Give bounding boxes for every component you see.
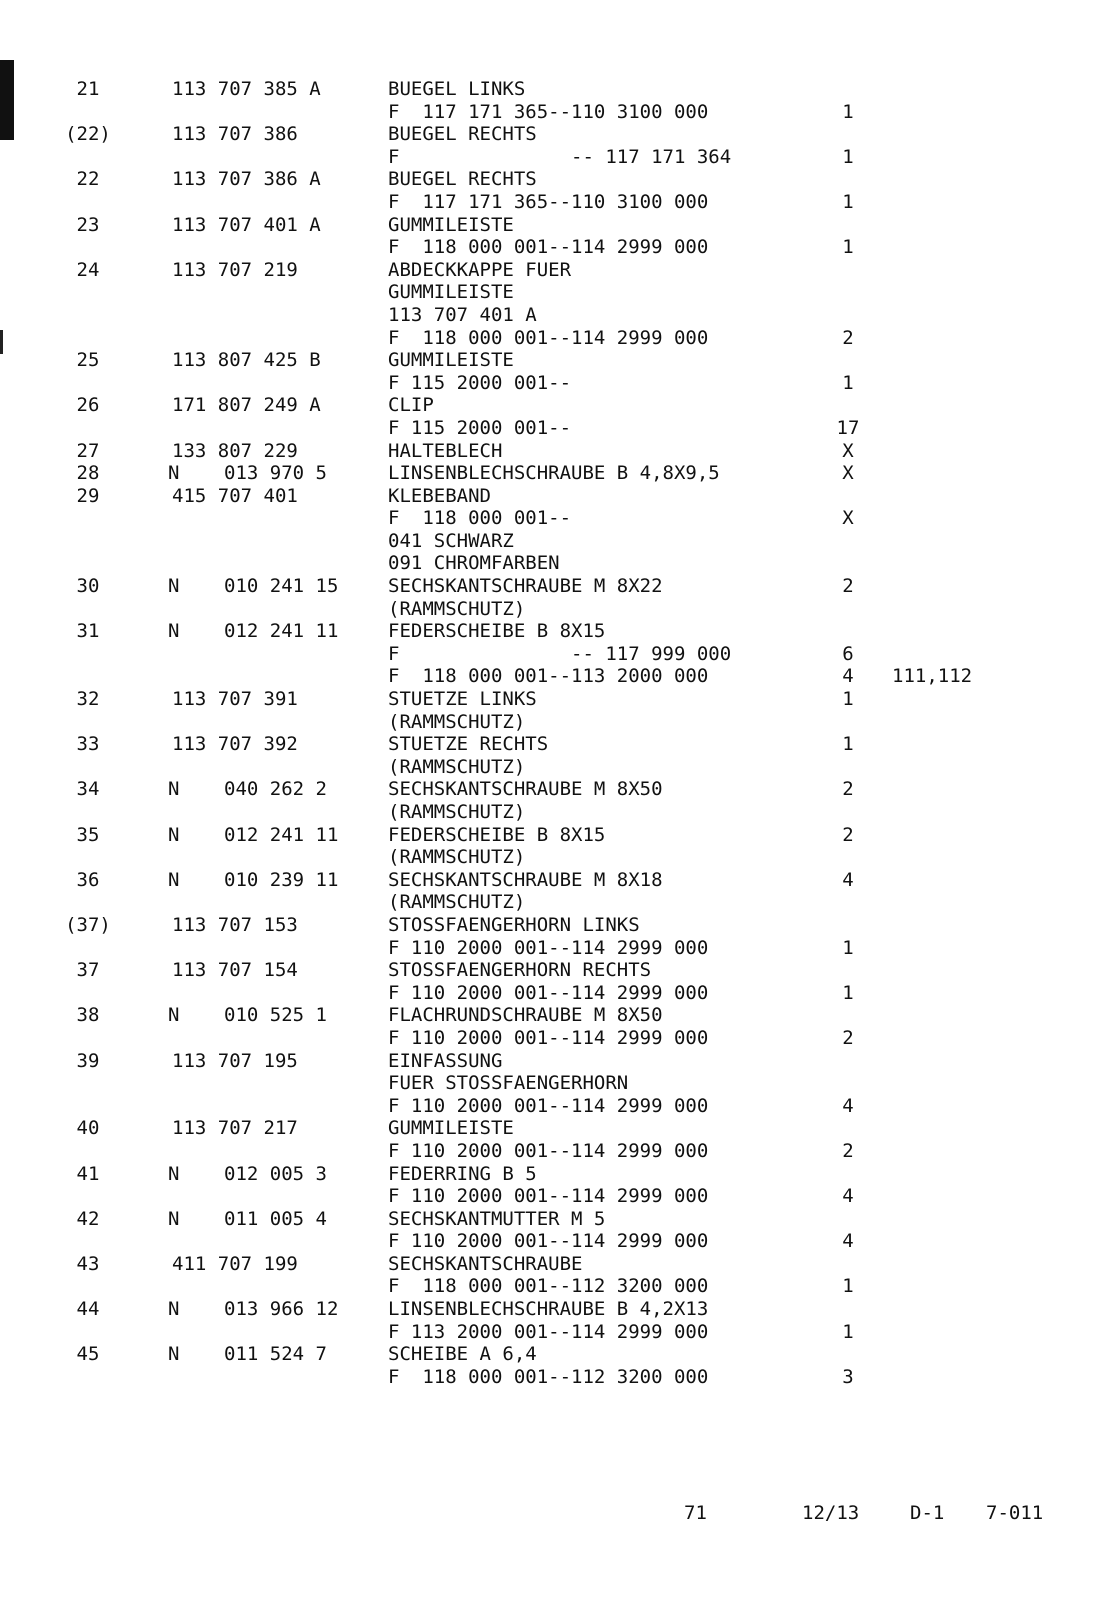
part-detail: F -- 117 999 000 xyxy=(388,642,732,665)
part-entry-detail-line xyxy=(0,937,1108,960)
part-detail: (RAMMSCHUTZ) xyxy=(388,801,526,823)
position-number: 21 xyxy=(76,78,100,100)
part-detail: F 110 2000 001--114 2999 000 xyxy=(388,1094,709,1117)
part-number: 010 239 11 xyxy=(224,868,339,891)
part-entry-detail-line xyxy=(0,327,1108,350)
quantity: 4 xyxy=(842,1230,854,1253)
part-entry-detail-line xyxy=(0,1095,1108,1118)
part-description: BUEGEL RECHTS xyxy=(388,168,537,191)
part-detail: F 110 2000 001--114 2999 000 xyxy=(388,1230,709,1253)
quantity: 1 xyxy=(842,1275,854,1298)
part-entry-detail-line xyxy=(0,665,1108,688)
part-entry xyxy=(0,259,1108,349)
position-number: 45 xyxy=(76,1343,100,1366)
part-entry-detail-line xyxy=(0,191,1108,214)
part-entry-main-line xyxy=(0,394,1108,417)
part-detail: GUMMILEISTE xyxy=(388,281,514,304)
part-entry-detail-line xyxy=(0,1366,1108,1389)
quantity: X xyxy=(842,439,854,462)
position-number: 32 xyxy=(76,688,100,711)
part-entry xyxy=(0,485,1108,575)
quantity: 3 xyxy=(842,1365,854,1388)
part-entry-detail-line xyxy=(0,756,1108,779)
part-entry xyxy=(0,394,1108,439)
part-entry-detail-line xyxy=(0,507,1108,530)
footer-page-number: 71 xyxy=(684,1502,707,1524)
norm-part-flag: N xyxy=(168,778,180,801)
part-entry-detail-line xyxy=(0,643,1108,666)
part-entry xyxy=(0,778,1108,823)
part-entry xyxy=(0,620,1108,688)
part-entry-detail-line xyxy=(0,1275,1108,1298)
part-detail: F 110 2000 001--114 2999 000 xyxy=(388,981,709,1004)
part-detail: (RAMMSCHUTZ) xyxy=(388,755,526,778)
part-entry-detail-line xyxy=(0,598,1108,621)
norm-part-flag: N xyxy=(168,868,180,891)
part-entry xyxy=(0,1298,1108,1343)
position-number: 26 xyxy=(76,394,100,417)
part-entry xyxy=(0,168,1108,213)
position-number: (37) xyxy=(65,913,111,936)
part-entry-detail-line xyxy=(0,891,1108,914)
quantity: 4 xyxy=(842,868,854,891)
part-entry-main-line xyxy=(0,1253,1108,1276)
quantity: X xyxy=(842,507,854,530)
part-detail: 113 707 401 A xyxy=(388,303,537,326)
part-detail: (RAMMSCHUTZ) xyxy=(388,710,526,733)
part-description: SECHSKANTMUTTER M 5 xyxy=(388,1207,606,1230)
part-detail: F 118 000 001--112 3200 000 xyxy=(388,1275,709,1298)
position-number: 36 xyxy=(76,868,100,891)
quantity: 2 xyxy=(842,575,854,598)
part-number: 113 707 219 xyxy=(172,258,298,281)
part-detail: F 117 171 365--110 3100 000 xyxy=(388,190,709,213)
part-entry-detail-line xyxy=(0,711,1108,734)
part-number: 113 707 217 xyxy=(172,1117,298,1140)
position-number: 30 xyxy=(76,575,100,598)
part-description: FEDERSCHEIBE B 8X15 xyxy=(388,620,606,643)
part-entry-main-line xyxy=(0,1298,1108,1321)
quantity: 1 xyxy=(842,936,854,959)
position-number: 35 xyxy=(76,823,100,846)
part-entry-main-line xyxy=(0,168,1108,191)
footer-date: 12/13 xyxy=(802,1502,860,1524)
part-description: SECHSKANTSCHRAUBE M 8X22 xyxy=(388,575,663,598)
quantity: X xyxy=(842,462,854,485)
part-entry-main-line xyxy=(0,959,1108,982)
part-entry-main-line xyxy=(0,824,1108,847)
part-detail: F 110 2000 001--114 2999 000 xyxy=(388,1026,709,1049)
part-detail: F 118 000 001--113 2000 000 xyxy=(388,665,709,688)
norm-part-flag: N xyxy=(168,575,180,598)
part-entry-detail-line xyxy=(0,304,1108,327)
part-description: KLEBEBAND xyxy=(388,484,491,507)
part-detail: (RAMMSCHUTZ) xyxy=(388,597,526,620)
quantity: 1 xyxy=(842,688,854,711)
position-number: 24 xyxy=(76,258,100,281)
part-number: 013 966 12 xyxy=(224,1298,339,1321)
part-detail: 041 SCHWARZ xyxy=(388,529,514,552)
part-detail: F 110 2000 001--114 2999 000 xyxy=(388,1185,709,1208)
part-detail: F 110 2000 001--114 2999 000 xyxy=(388,1139,709,1162)
part-entry xyxy=(0,1050,1108,1118)
part-entry-detail-line xyxy=(0,281,1108,304)
part-entry-detail-line xyxy=(0,101,1108,124)
part-entry xyxy=(0,123,1108,168)
part-number: 012 241 11 xyxy=(224,823,339,846)
part-number: 010 241 15 xyxy=(224,575,339,598)
quantity: 1 xyxy=(842,981,854,1004)
part-entry-main-line xyxy=(0,259,1108,282)
part-number: 013 970 5 xyxy=(224,462,327,485)
part-entry xyxy=(0,1117,1108,1162)
position-number: 29 xyxy=(76,484,100,507)
part-entry-main-line xyxy=(0,1117,1108,1140)
part-description: HALTEBLECH xyxy=(388,439,503,462)
quantity: 1 xyxy=(842,1320,854,1343)
part-detail: F 118 000 001--114 2999 000 xyxy=(388,326,709,349)
position-number: 39 xyxy=(76,1049,100,1072)
position-number: 41 xyxy=(76,1162,100,1185)
quantity: 2 xyxy=(842,1139,854,1162)
part-detail: F 115 2000 001-- xyxy=(388,416,572,439)
part-detail: F 117 171 365--110 3100 000 xyxy=(388,100,709,123)
part-description: LINSENBLECHSCHRAUBE B 4,2X13 xyxy=(388,1298,709,1321)
part-number: 113 707 392 xyxy=(172,733,298,756)
part-entry-detail-line xyxy=(0,530,1108,553)
quantity: 4 xyxy=(842,665,854,688)
norm-part-flag: N xyxy=(168,1162,180,1185)
position-number: 40 xyxy=(76,1117,100,1140)
part-description: SECHSKANTSCHRAUBE M 8X18 xyxy=(388,868,663,891)
parts-list xyxy=(0,78,1108,1388)
quantity: 1 xyxy=(842,145,854,168)
quantity: 1 xyxy=(842,733,854,756)
part-detail: F 118 000 001--112 3200 000 xyxy=(388,1365,709,1388)
part-entry xyxy=(0,1004,1108,1049)
part-entry-detail-line xyxy=(0,846,1108,869)
part-entry-main-line xyxy=(0,485,1108,508)
part-number: 012 005 3 xyxy=(224,1162,327,1185)
part-entry-detail-line xyxy=(0,1230,1108,1253)
position-number: (22) xyxy=(65,123,111,146)
position-number: 23 xyxy=(76,213,100,236)
part-entry xyxy=(0,1208,1108,1253)
part-description: FEDERSCHEIBE B 8X15 xyxy=(388,823,606,846)
part-entry-main-line xyxy=(0,123,1108,146)
part-entry xyxy=(0,959,1108,1004)
part-description: ABDECKKAPPE FUER xyxy=(388,258,572,281)
part-entry xyxy=(0,914,1108,959)
part-entry xyxy=(0,78,1108,123)
position-number: 25 xyxy=(76,349,100,372)
part-number: 113 707 386 A xyxy=(172,168,321,191)
position-number: 27 xyxy=(76,439,100,462)
part-entry-main-line xyxy=(0,349,1108,372)
part-description: SCHEIBE A 6,4 xyxy=(388,1343,537,1366)
norm-part-flag: N xyxy=(168,1298,180,1321)
part-detail: F 113 2000 001--114 2999 000 xyxy=(388,1320,709,1343)
position-number: 44 xyxy=(76,1298,100,1321)
part-description: STUETZE RECHTS xyxy=(388,733,549,756)
page-footer xyxy=(0,1500,1108,1526)
part-entry xyxy=(0,1343,1108,1388)
part-number: 113 707 153 xyxy=(172,913,298,936)
part-entry-detail-line xyxy=(0,1321,1108,1344)
part-entry-main-line xyxy=(0,462,1108,485)
part-detail: FUER STOSSFAENGERHORN xyxy=(388,1072,629,1095)
part-entry-main-line xyxy=(0,1004,1108,1027)
part-description: EINFASSUNG xyxy=(388,1049,503,1072)
part-description: BUEGEL RECHTS xyxy=(388,123,537,146)
quantity: 1 xyxy=(842,236,854,259)
quantity: 2 xyxy=(842,823,854,846)
part-detail: F 110 2000 001--114 2999 000 xyxy=(388,936,709,959)
part-number: 415 707 401 xyxy=(172,484,298,507)
part-entry-detail-line xyxy=(0,236,1108,259)
position-number: 33 xyxy=(76,733,100,756)
part-entry-detail-line xyxy=(0,1140,1108,1163)
norm-part-flag: N xyxy=(168,1207,180,1230)
quantity: 17 xyxy=(836,416,860,439)
position-number: 43 xyxy=(76,1252,100,1275)
part-description: STOSSFAENGERHORN LINKS xyxy=(388,913,640,936)
part-entry-main-line xyxy=(0,869,1108,892)
part-entry-main-line xyxy=(0,214,1108,237)
position-number: 38 xyxy=(76,1004,100,1027)
part-description: SECHSKANTSCHRAUBE M 8X50 xyxy=(388,778,663,801)
part-number: 133 807 229 xyxy=(172,439,298,462)
part-number: 411 707 199 xyxy=(172,1252,298,1275)
part-description: FLACHRUNDSCHRAUBE M 8X50 xyxy=(388,1004,663,1027)
part-number: 113 707 401 A xyxy=(172,213,321,236)
part-description: GUMMILEISTE xyxy=(388,213,514,236)
part-entry xyxy=(0,869,1108,914)
position-number: 22 xyxy=(76,168,100,191)
part-entry-main-line xyxy=(0,1163,1108,1186)
part-description: GUMMILEISTE xyxy=(388,1117,514,1140)
part-entry-main-line xyxy=(0,575,1108,598)
part-entry-detail-line xyxy=(0,552,1108,575)
part-number: 113 707 391 xyxy=(172,688,298,711)
part-entry-detail-line xyxy=(0,1027,1108,1050)
part-entry-detail-line xyxy=(0,1185,1108,1208)
quantity: 2 xyxy=(842,326,854,349)
part-detail: F -- 117 171 364 xyxy=(388,145,732,168)
part-entry xyxy=(0,1163,1108,1208)
part-description: BUEGEL LINKS xyxy=(388,78,526,100)
part-entry xyxy=(0,688,1108,733)
part-number: 113 807 425 B xyxy=(172,349,321,372)
part-entry-main-line xyxy=(0,914,1108,937)
part-entry-main-line xyxy=(0,78,1108,101)
norm-part-flag: N xyxy=(168,620,180,643)
footer-reference: 7-011 xyxy=(986,1502,1044,1524)
part-number: 113 707 386 xyxy=(172,123,298,146)
part-entry-main-line xyxy=(0,733,1108,756)
part-number: 011 524 7 xyxy=(224,1343,327,1366)
part-entry-main-line xyxy=(0,620,1108,643)
part-entry-detail-line xyxy=(0,146,1108,169)
part-detail: (RAMMSCHUTZ) xyxy=(388,891,526,914)
part-number: 171 807 249 A xyxy=(172,394,321,417)
remark: 111,112 xyxy=(892,665,973,688)
quantity: 4 xyxy=(842,1185,854,1208)
part-detail: 091 CHROMFARBEN xyxy=(388,552,560,575)
part-entry xyxy=(0,349,1108,394)
part-description: GUMMILEISTE xyxy=(388,349,514,372)
part-detail: F 118 000 001--114 2999 000 xyxy=(388,236,709,259)
position-number: 31 xyxy=(76,620,100,643)
footer-section-code: D-1 xyxy=(910,1502,945,1524)
part-entry-main-line xyxy=(0,1050,1108,1073)
norm-part-flag: N xyxy=(168,823,180,846)
part-number: 113 707 154 xyxy=(172,959,298,982)
part-entry-main-line xyxy=(0,778,1108,801)
part-description: LINSENBLECHSCHRAUBE B 4,8X9,5 xyxy=(388,462,720,485)
part-number: 010 525 1 xyxy=(224,1004,327,1027)
quantity: 6 xyxy=(842,642,854,665)
part-number: 040 262 2 xyxy=(224,778,327,801)
part-detail: (RAMMSCHUTZ) xyxy=(388,846,526,869)
part-description: CLIP xyxy=(388,394,434,417)
quantity: 1 xyxy=(842,100,854,123)
part-entry-main-line xyxy=(0,1208,1108,1231)
part-entry xyxy=(0,1253,1108,1298)
position-number: 28 xyxy=(76,462,100,485)
part-description: SECHSKANTSCHRAUBE xyxy=(388,1252,583,1275)
norm-part-flag: N xyxy=(168,1343,180,1366)
part-detail: F 115 2000 001-- xyxy=(388,371,572,394)
part-entry-main-line xyxy=(0,440,1108,463)
part-number: 113 707 195 xyxy=(172,1049,298,1072)
quantity: 4 xyxy=(842,1094,854,1117)
part-entry xyxy=(0,214,1108,259)
part-entry-main-line xyxy=(0,1343,1108,1366)
part-description: FEDERRING B 5 xyxy=(388,1162,537,1185)
norm-part-flag: N xyxy=(168,1004,180,1027)
part-description: STOSSFAENGERHORN RECHTS xyxy=(388,959,652,982)
part-entry xyxy=(0,462,1108,485)
part-entry-detail-line xyxy=(0,982,1108,1005)
part-entry-detail-line xyxy=(0,417,1108,440)
quantity: 2 xyxy=(842,1026,854,1049)
quantity: 1 xyxy=(842,371,854,394)
position-number: 42 xyxy=(76,1207,100,1230)
part-entry-detail-line xyxy=(0,1072,1108,1095)
position-number: 37 xyxy=(76,959,100,982)
part-description: STUETZE LINKS xyxy=(388,688,537,711)
norm-part-flag: N xyxy=(168,462,180,485)
part-entry-detail-line xyxy=(0,801,1108,824)
part-entry xyxy=(0,824,1108,869)
part-entry-main-line xyxy=(0,688,1108,711)
quantity: 2 xyxy=(842,778,854,801)
part-number: 113 707 385 A xyxy=(172,78,321,100)
part-number: 012 241 11 xyxy=(224,620,339,643)
part-number: 011 005 4 xyxy=(224,1207,327,1230)
part-entry xyxy=(0,575,1108,620)
part-entry-detail-line xyxy=(0,372,1108,395)
part-detail: F 118 000 001-- xyxy=(388,507,572,530)
part-entry xyxy=(0,440,1108,463)
position-number: 34 xyxy=(76,778,100,801)
part-entry xyxy=(0,733,1108,778)
quantity: 1 xyxy=(842,190,854,213)
